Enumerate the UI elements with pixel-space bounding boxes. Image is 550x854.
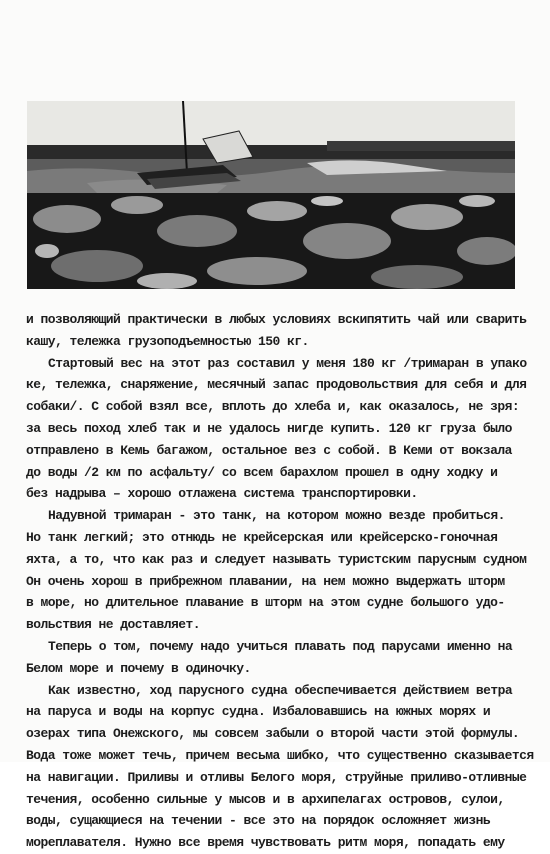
text-line: без надрыва – хорошо отлажена система транспортировки. [26,486,418,502]
text-line: озерах типа Онежского, мы совсем забыли о второй части этой формулы. [26,726,520,742]
text-line: отправлено в Кемь багажом, остальное вез с собой. В Кеми от вокзала [26,442,512,458]
text-line: ке, тележка, снаряжение, месячный запас продовольствия для себя и для [26,377,527,393]
text-line: мореплавателя. Нужно все время чувствовать ритм моря, попадать ему [26,835,505,851]
body-text [26,309,546,854]
text-line: за весь поход хлеб так и не удалось нигде купить. 120 кг груза было [26,420,512,436]
paragraph-start-line: Теперь о том, почему надо учиться плавать под парусами именно на [48,638,513,654]
paragraph-start-line: Как известно, ход парусного судна обеспечивается действием ветра [48,682,513,698]
paragraph-start-line: Надувной тримаран - это танк, на котором можно везде пробиться. [48,508,505,524]
text-line: Но танк легкий; это отнюдь не крейсерская или крейсерско-гоночная [26,529,498,545]
trimaran-on-shore-photo [27,101,515,289]
text-line: в море, но длительное плавание в шторм на этом судне большого удо- [26,595,505,611]
text-line: до воды /2 км по асфальту/ со всем барахлом прошел в одну ходку и [26,464,498,480]
text-line: течения, особенно сильные у мысов и в архипелагах островов, сулои, [26,791,505,807]
paragraph-start-line: Стартовый вес на этот раз составил у меня 180 кг /тримаран в упако [48,355,527,371]
text-line: вольствия не доставляет. [26,617,201,633]
text-line: воды, сущающиеся на течении - все это на порядок осложняет жизнь [26,813,491,829]
text-line: яхта, а то, что как раз и следует называть туристским парусным судном [26,551,527,567]
trimaran-photo [27,101,515,289]
text-line: Он очень хорош в прибрежном плавании, на нем можно выдержать шторм [26,573,505,589]
text-line: Вода тоже может течь, причем весьма шибко, что существенно сказывается [26,747,534,763]
text-line: на навигации. Приливы и отливы Белого моря, струйные приливо-отливные [26,769,527,785]
text-line: и позволяющий практически в любых условиях вскипятить чай или сварить [26,312,527,327]
text-line: Белом море и почему в одиночку. [26,660,251,676]
text-line: собаки/. С собой взял все, вплоть до хлеба и, как оказалось, не зря: [26,399,520,415]
text-line: на паруса и воды на корпус судна. Избаловавшись на южных морях и [26,704,491,720]
text-line: кашу, тележка грузоподъемностью 150 кг. [26,333,309,349]
